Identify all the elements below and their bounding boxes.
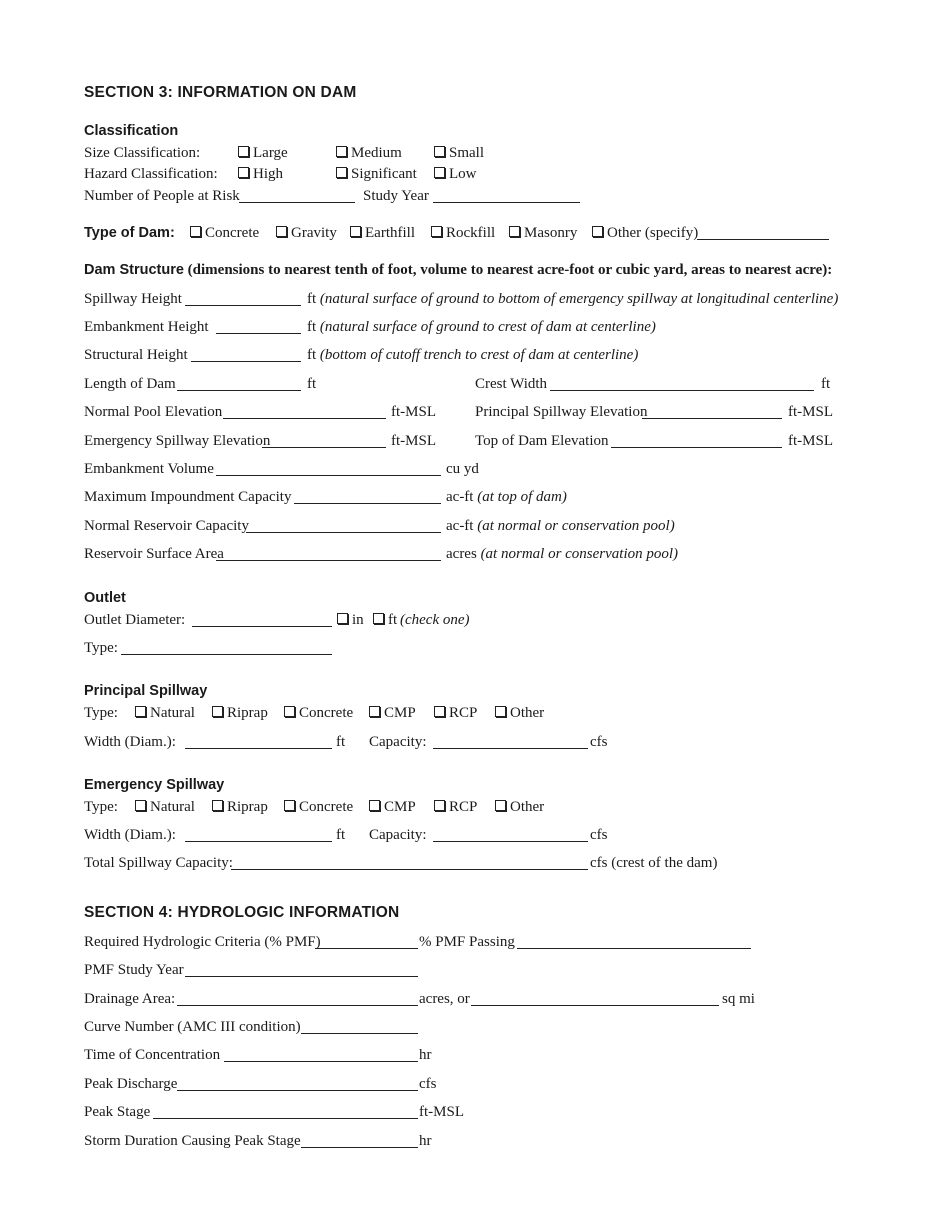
top-of-dam-label: Top of Dam Elevation xyxy=(475,433,609,449)
top-of-dam-field[interactable] xyxy=(611,433,782,448)
spillway-height-label: Spillway Height xyxy=(84,291,182,307)
dam-type-masonry-option[interactable]: Masonry xyxy=(509,223,577,243)
type-of-dam-heading: Type of Dam: xyxy=(84,225,175,241)
surface-area-label: Reservoir Surface Area xyxy=(84,546,224,562)
principal-riprap-option[interactable]: Riprap xyxy=(212,703,268,723)
peak-stage-unit: ft-MSL xyxy=(419,1104,464,1120)
crest-width-field[interactable] xyxy=(550,376,814,391)
checkbox-icon[interactable] xyxy=(135,800,146,811)
total-spillway-capacity-unit: cfs (crest of the dam) xyxy=(590,855,718,871)
checkbox-icon[interactable] xyxy=(434,706,445,717)
principal-spillway-elevation-label: Principal Spillway Elevation xyxy=(475,404,648,420)
dam-type-earthfill-option[interactable]: Earthfill xyxy=(350,223,415,243)
normal-pool-unit: ft-MSL xyxy=(391,404,436,420)
curve-number-field[interactable] xyxy=(301,1019,418,1034)
size-medium-option[interactable]: Medium xyxy=(336,143,402,163)
emergency-spillway-type-label: Type: xyxy=(84,799,118,815)
drainage-area-acres-unit: acres, or xyxy=(419,991,470,1007)
dam-structure-header xyxy=(84,260,832,280)
checkbox-icon[interactable] xyxy=(431,226,442,237)
peak-stage-field[interactable] xyxy=(153,1104,418,1119)
emergency-natural-option[interactable]: Natural xyxy=(135,797,195,817)
surface-area-note: (at normal or conservation pool) xyxy=(480,546,679,562)
dam-structure-note: (dimensions to nearest tenth of foot, volume to nearest acre-foot or cubic yard, areas to nearest acre): xyxy=(187,262,833,278)
size-classification-label: Size Classification: xyxy=(84,145,201,161)
principal-natural-option[interactable]: Natural xyxy=(135,703,195,723)
dam-type-concrete-option[interactable]: Concrete xyxy=(190,223,259,243)
section-4-title: SECTION 4: HYDROLOGIC INFORMATION xyxy=(84,904,400,921)
dam-type-rockfill-option[interactable]: Rockfill xyxy=(431,223,495,243)
normal-pool-label: Normal Pool Elevation xyxy=(84,404,223,420)
hydrologic-criteria-field[interactable] xyxy=(315,934,418,949)
storm-duration-field[interactable] xyxy=(301,1133,418,1148)
emergency-capacity-label: Capacity: xyxy=(369,827,427,843)
normal-reservoir-unit: ac-ft xyxy=(446,518,474,534)
length-of-dam-label: Length of Dam xyxy=(84,376,176,392)
emergency-spillway-heading: Emergency Spillway xyxy=(84,777,225,793)
embankment-volume-unit: cu yd xyxy=(446,461,479,477)
principal-spillway-elevation-unit: ft-MSL xyxy=(788,404,833,420)
emergency-width-label: Width (Diam.): xyxy=(84,827,176,843)
principal-other-option[interactable]: Other xyxy=(495,703,544,723)
checkbox-icon[interactable] xyxy=(495,800,506,811)
checkbox-icon[interactable] xyxy=(434,800,445,811)
max-impoundment-field[interactable] xyxy=(294,489,441,504)
checkbox-icon[interactable] xyxy=(509,226,520,237)
outlet-unit-ft-option[interactable]: ft xyxy=(373,610,397,630)
crest-width-label: Crest Width xyxy=(475,376,548,392)
crest-width-unit: ft xyxy=(821,376,831,392)
principal-width-field[interactable] xyxy=(185,734,332,749)
principal-capacity-unit: cfs xyxy=(590,734,608,750)
top-of-dam-unit: ft-MSL xyxy=(788,433,833,449)
principal-width-label: Width (Diam.): xyxy=(84,734,176,750)
time-of-concentration-field[interactable] xyxy=(224,1047,418,1062)
drainage-area-label: Drainage Area: xyxy=(84,991,176,1007)
checkbox-icon[interactable] xyxy=(434,146,445,157)
study-year-field[interactable] xyxy=(433,188,580,203)
emergency-concrete-option[interactable]: Concrete xyxy=(284,797,353,817)
checkbox-icon[interactable] xyxy=(276,226,287,237)
spillway-height-field[interactable] xyxy=(185,291,301,306)
hazard-significant-option[interactable]: Significant xyxy=(336,164,417,184)
outlet-type-label: Type: xyxy=(84,640,118,656)
storm-duration-unit: hr xyxy=(419,1133,432,1149)
outlet-diameter-label: Outlet Diameter: xyxy=(84,612,186,628)
emergency-spillway-elevation-field[interactable] xyxy=(262,433,386,448)
max-impoundment-label: Maximum Impoundment Capacity xyxy=(84,489,292,505)
embankment-height-field[interactable] xyxy=(216,319,301,334)
outlet-check-note: (check one) xyxy=(400,612,470,628)
principal-spillway-type-label: Type: xyxy=(84,705,118,721)
pmf-study-year-label: PMF Study Year xyxy=(84,962,184,978)
surface-area-unit: acres xyxy=(446,546,477,562)
dam-type-gravity-option[interactable]: Gravity xyxy=(276,223,337,243)
checkbox-icon[interactable] xyxy=(212,800,223,811)
spillway-height-note: (natural surface of ground to bottom of emergency spillway at longitudinal centerline) xyxy=(319,291,839,307)
emergency-other-option[interactable]: Other xyxy=(495,797,544,817)
checkbox-icon[interactable] xyxy=(135,706,146,717)
peak-stage-label: Peak Stage xyxy=(84,1104,151,1120)
hazard-classification-label: Hazard Classification: xyxy=(84,166,218,182)
emergency-spillway-elevation-unit: ft-MSL xyxy=(391,433,436,449)
normal-reservoir-field[interactable] xyxy=(246,518,441,533)
curve-number-label: Curve Number (AMC III condition) xyxy=(84,1019,301,1035)
outlet-type-field[interactable] xyxy=(121,640,332,655)
hazard-high-option[interactable]: High xyxy=(238,164,283,184)
principal-capacity-field[interactable] xyxy=(433,734,588,749)
drainage-area-sqmi-unit: sq mi xyxy=(722,991,755,1007)
dam-type-other-field[interactable] xyxy=(697,225,829,240)
pmf-passing-field[interactable] xyxy=(517,934,751,949)
checkbox-icon[interactable] xyxy=(434,167,445,178)
emergency-riprap-option[interactable]: Riprap xyxy=(212,797,268,817)
size-large-option[interactable]: Large xyxy=(238,143,288,163)
embankment-height-label: Embankment Height xyxy=(84,319,209,335)
checkbox-icon[interactable] xyxy=(369,800,380,811)
outlet-heading: Outlet xyxy=(84,590,126,606)
outlet-unit-in-option[interactable]: in xyxy=(337,610,364,630)
checkbox-icon[interactable] xyxy=(284,800,295,811)
classification-heading: Classification xyxy=(84,123,179,139)
emergency-spillway-elevation-label: Emergency Spillway Elevation xyxy=(84,433,271,449)
length-of-dam-unit: ft xyxy=(307,376,317,392)
surface-area-field[interactable] xyxy=(216,546,441,561)
people-at-risk-label: Number of People at Risk xyxy=(84,188,240,204)
checkbox-icon[interactable] xyxy=(336,146,347,157)
people-at-risk-field[interactable] xyxy=(239,188,355,203)
checkbox-icon[interactable] xyxy=(238,167,249,178)
hydrologic-criteria-label: Required Hydrologic Criteria (% PMF) xyxy=(84,934,321,950)
checkbox-icon[interactable] xyxy=(350,226,361,237)
length-of-dam-field[interactable] xyxy=(177,376,301,391)
structural-height-unit: ft xyxy=(307,347,317,363)
storm-duration-label: Storm Duration Causing Peak Stage xyxy=(84,1133,301,1149)
spillway-height-unit: ft xyxy=(307,291,317,307)
study-year-label: Study Year xyxy=(363,188,429,204)
checkbox-icon[interactable] xyxy=(284,706,295,717)
structural-height-field[interactable] xyxy=(191,347,301,362)
normal-reservoir-note: (at normal or conservation pool) xyxy=(477,518,675,534)
peak-discharge-field[interactable] xyxy=(177,1076,418,1091)
outlet-diameter-field[interactable] xyxy=(192,612,332,627)
emergency-cmp-option[interactable]: CMP xyxy=(369,797,416,817)
emergency-rcp-option[interactable]: RCP xyxy=(434,797,477,817)
section-3-title: SECTION 3: INFORMATION ON DAM xyxy=(84,84,357,101)
max-impoundment-note: (at top of dam) xyxy=(477,489,567,505)
max-impoundment-unit: ac-ft xyxy=(446,489,474,505)
time-of-concentration-label: Time of Concentration xyxy=(84,1047,221,1063)
total-spillway-capacity-field[interactable] xyxy=(231,855,588,870)
embankment-volume-field[interactable] xyxy=(216,461,441,476)
drainage-area-acres-field[interactable] xyxy=(177,991,418,1006)
pmf-study-year-field[interactable] xyxy=(185,962,418,977)
checkbox-icon[interactable] xyxy=(592,226,603,237)
structural-height-note: (bottom of cutoff trench to crest of dam at centerline) xyxy=(319,347,639,363)
embankment-volume-label: Embankment Volume xyxy=(84,461,214,477)
total-spillway-capacity-label: Total Spillway Capacity: xyxy=(84,855,233,871)
checkbox-icon[interactable] xyxy=(190,226,201,237)
checkbox-icon[interactable] xyxy=(336,167,347,178)
principal-capacity-label: Capacity: xyxy=(369,734,427,750)
hazard-low-option[interactable]: Low xyxy=(434,164,477,184)
checkbox-icon[interactable] xyxy=(373,613,384,624)
peak-discharge-unit: cfs xyxy=(419,1076,437,1092)
dam-structure-heading: Dam Structure xyxy=(84,262,184,278)
emergency-width-field[interactable] xyxy=(185,827,332,842)
checkbox-icon[interactable] xyxy=(495,706,506,717)
normal-pool-field[interactable] xyxy=(223,404,386,419)
pmf-passing-label: % PMF Passing xyxy=(419,934,515,950)
embankment-height-unit: ft xyxy=(307,319,317,335)
drainage-area-sqmi-field[interactable] xyxy=(471,991,719,1006)
time-of-concentration-unit: hr xyxy=(419,1047,432,1063)
checkbox-icon[interactable] xyxy=(212,706,223,717)
dam-type-other-option[interactable]: Other (specify) xyxy=(592,223,698,243)
emergency-capacity-field[interactable] xyxy=(433,827,588,842)
principal-spillway-elevation-field[interactable] xyxy=(642,404,782,419)
emergency-capacity-unit: cfs xyxy=(590,827,608,843)
emergency-width-unit: ft xyxy=(336,827,346,843)
checkbox-icon[interactable] xyxy=(337,613,348,624)
principal-concrete-option[interactable]: Concrete xyxy=(284,703,353,723)
normal-reservoir-label: Normal Reservoir Capacity xyxy=(84,518,249,534)
checkbox-icon[interactable] xyxy=(369,706,380,717)
checkbox-icon[interactable] xyxy=(238,146,249,157)
structural-height-label: Structural Height xyxy=(84,347,188,363)
principal-cmp-option[interactable]: CMP xyxy=(369,703,416,723)
embankment-height-note: (natural surface of ground to crest of dam at centerline) xyxy=(319,319,656,335)
principal-rcp-option[interactable]: RCP xyxy=(434,703,477,723)
principal-spillway-heading: Principal Spillway xyxy=(84,683,208,699)
peak-discharge-label: Peak Discharge xyxy=(84,1076,178,1092)
size-small-option[interactable]: Small xyxy=(434,143,484,163)
principal-width-unit: ft xyxy=(336,734,346,750)
